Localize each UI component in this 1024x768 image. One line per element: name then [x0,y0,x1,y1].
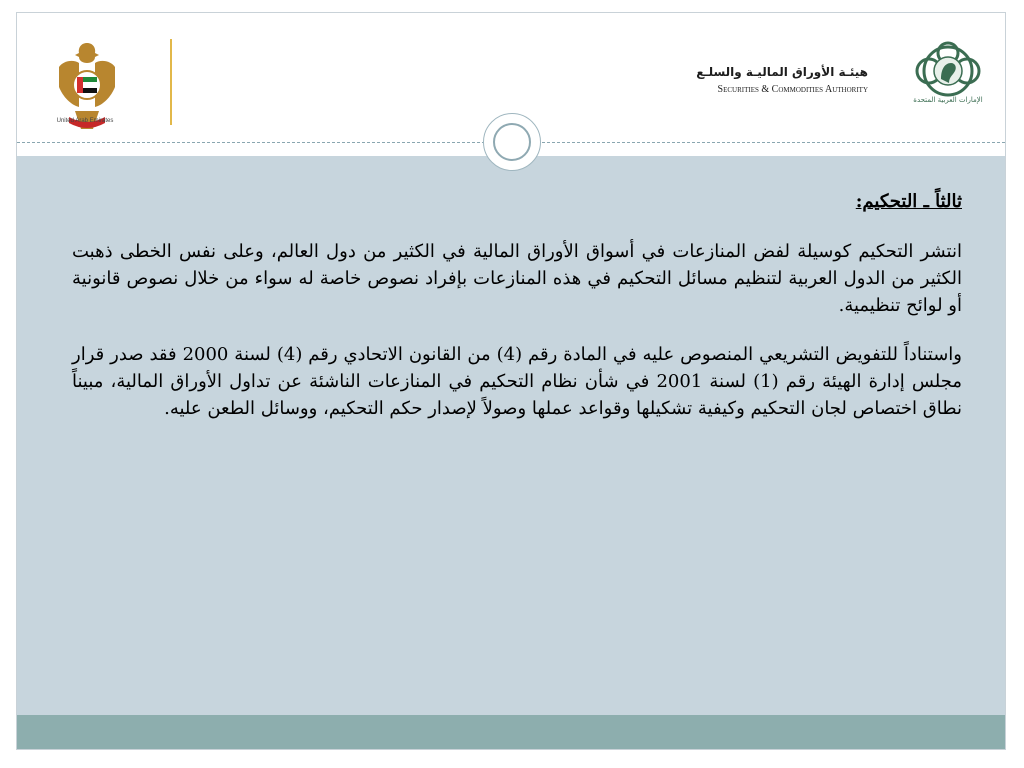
footer-band [17,715,1005,749]
center-ornament-ring [493,123,531,161]
uae-caption: United Arab Emirates [56,118,114,124]
sca-logo-subtitle: الإمارات العربية المتحدة [913,96,983,104]
center-ornament-circle [483,113,541,171]
section-heading: ثالثاً ـ التحكيم: [855,191,962,212]
slide-body [72,188,962,444]
paragraph-1: انتشر التحكيم كوسيلة لفض المنازعات في أسواق الأوراق المالية في الكثير من دول العالم، وعلى نفس الخطى ذهبت الكثير من الدول العربية لتنظيم مسائل التحكيم في هذه المنازعات بإفراد نصوص خاصة له سواء من خلال نصوص قانونية أو لوائح تنظيمية. [72,241,962,316]
header-divider [170,39,172,125]
sca-name-arabic: هيئـة الأوراق الماليـة والسلـع [696,65,868,79]
sca-name-english: Securities & Commodities Authority [717,84,868,95]
paragraph-2: واستناداً للتفويض التشريعي المنصوص عليه في المادة رقم (4) من القانون الاتحادي رقم (4) لسنة 2000 فقد صدر قرار مجلس إدارة الهيئة رقم (1) لسنة 2001 في شأن نظام التحكيم في المنازعات الناشئة عن تداول الأوراق المالية، مبيناً نطاق اختصاص لجان التحكيم وكيفية تشكيلها وقواعد عملها وصولاً لإصدار حكم التحكيم، ووسائل الطعن عليه. [72,344,962,419]
